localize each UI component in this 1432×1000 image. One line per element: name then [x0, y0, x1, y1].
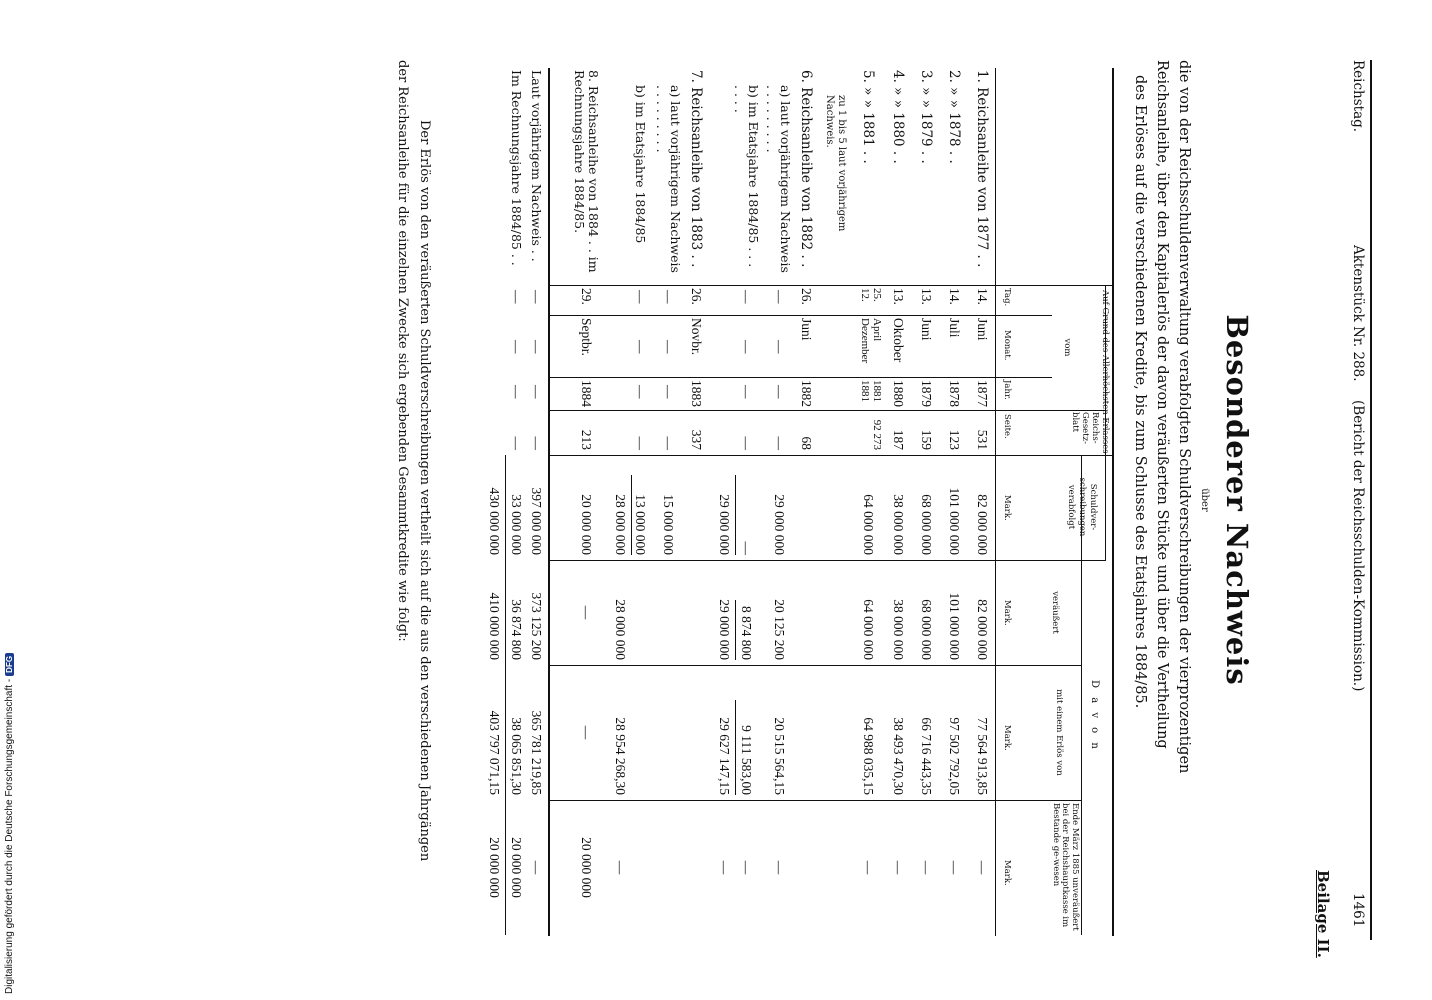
row-monat: Septbr. — [579, 318, 594, 356]
row-seite: — — [772, 436, 787, 450]
row-label: 8. Reichsanleihe von 1884 . . im Rechnungsjahre 1884/85. — [572, 70, 601, 273]
row-verabfolgt: 38 000 000 — [891, 494, 906, 555]
row-verabfolgt: 15 000 000 — [661, 494, 676, 555]
totals-verabfolgt: 33 000 000 — [509, 494, 524, 555]
footnote-line-2: der Reichsanleihe für die einzelnen Zwecke sich ergebenden Gesammtkredite wie folgt: — [395, 60, 410, 642]
row-seite: 337 — [689, 429, 704, 450]
totals-bestand: 20 000 000 — [509, 837, 524, 898]
subtitle-line-1: die von der Reichsschuldenverwaltung verabfolgten Schuldverschreibungen der vierprozentigen — [1176, 60, 1192, 774]
row-jahr: — — [739, 385, 754, 399]
row-monat: April Dezember — [859, 318, 883, 364]
row-veraeussert: 29 000 000 — [717, 599, 732, 660]
totals-tag: — — [529, 290, 544, 304]
col-mark-1: Mark. — [1002, 495, 1012, 521]
grand-total-rule — [505, 455, 506, 935]
totals-erloes: 365 781 219,85 — [529, 710, 544, 795]
col-mark-4: Mark. — [1002, 860, 1012, 886]
row-monat: Oktober — [891, 318, 906, 363]
totals-veraeussert: 373 125 200 — [529, 592, 544, 660]
row-monat: Juni — [799, 318, 814, 341]
row-verabfolgt: 28 000 000 — [613, 494, 628, 555]
col-monat: Monat. — [1002, 330, 1012, 361]
row-seite: 92 273 — [871, 419, 883, 450]
row-label: 5. » » 1881 . . — [860, 70, 876, 164]
row-label: 4. » » 1880 . . — [890, 70, 906, 164]
totals-veraeussert: 410 000 000 — [487, 592, 502, 660]
row-veraeussert: — — [579, 605, 594, 620]
subtotal-rule — [735, 600, 736, 660]
page-title: Besonderer Nachweis — [1220, 314, 1254, 686]
row-label: zu 1 bis 5 laut vorjährigem Nachweis. — [824, 95, 847, 232]
totals-erloes: 38 065 851,30 — [509, 717, 524, 795]
col-seite: Seite. — [1002, 414, 1012, 439]
row-label: 2. » » 1878 . . — [946, 70, 962, 164]
totals-seite: — — [529, 436, 544, 450]
row-verabfolgt: 82 000 000 — [975, 494, 990, 555]
subtotal-rule — [735, 475, 736, 555]
row-jahr: — — [661, 385, 676, 399]
header-bottom-rule — [995, 68, 996, 936]
row-seite: 159 — [919, 429, 934, 450]
row-tag: — — [633, 290, 648, 304]
totals-jahr: — — [509, 385, 524, 399]
row-erloes: 64 988 035,15 — [861, 717, 876, 795]
totals-erloes: 403 797 071,15 — [487, 710, 502, 795]
totals-veraeussert: 36 874 800 — [509, 599, 524, 660]
row-verabfolgt: 68 000 000 — [919, 494, 934, 555]
totals-label: Laut vorjährigem Nachweis . . — [529, 70, 544, 262]
row-seite: 531 — [975, 429, 990, 450]
row-verabfolgt: 101 000 000 — [947, 487, 962, 555]
row-tag: 14. — [947, 288, 962, 305]
row-verabfolgt: 29 000 000 — [772, 494, 787, 555]
row-monat: Juni — [919, 318, 934, 341]
row-tag: 14. — [975, 288, 990, 305]
row-veraeussert: 82 000 000 — [975, 599, 990, 660]
row-bestand: — — [613, 860, 628, 875]
row-jahr: 1884 — [579, 380, 594, 407]
row-monat: Juli — [947, 318, 962, 338]
row-veraeussert: 28 000 000 — [613, 599, 628, 660]
beilage-label: Beilage II. — [1314, 870, 1332, 958]
row-label: 7. Reichsanleihe von 1883 . . — [688, 70, 704, 268]
row-label: 3. » » 1879 . . — [918, 70, 934, 164]
row-seite: 213 — [579, 429, 594, 450]
row-bestand: — — [947, 860, 962, 875]
col-rule-jahr — [550, 377, 1052, 378]
row-veraeussert: 64 000 000 — [861, 599, 876, 660]
row-tag: — — [772, 290, 787, 304]
row-erloes: 97 502 792,05 — [947, 717, 962, 795]
row-jahr: 1879 — [919, 380, 934, 407]
col-bestand: Ende März 1885 unveräußert bei der Reichshauptkasse im Bestande ge-wesen — [1051, 803, 1080, 931]
row-veraeussert: 38 000 000 — [891, 599, 906, 660]
col-rule-monat — [550, 315, 1052, 316]
row-label: b) im Etatsjahre 1884/85 — [633, 85, 648, 244]
totals-monat: — — [529, 340, 544, 354]
row-seite: 187 — [891, 429, 906, 450]
totals-seite: — — [509, 436, 524, 450]
totals-tag: — — [509, 290, 524, 304]
col-davon: D a v o n — [1089, 680, 1100, 752]
row-verabfolgt: 20 000 000 — [579, 494, 594, 555]
totals-jahr: — — [529, 385, 544, 399]
row-verabfolgt: — — [739, 541, 754, 555]
col-veraeussert: veräußert — [1050, 591, 1060, 634]
table-top-rule — [1112, 68, 1114, 936]
totals-label: Im Rechnungsjahre 1884/85 . . — [509, 70, 524, 266]
row-label: a) laut vorjährigem Nachweis . . . . . . . . . — [654, 85, 683, 273]
row-tag: 13. — [891, 288, 906, 305]
row-verabfolgt: 29 000 000 — [717, 494, 732, 555]
row-veraeussert: 8 874 800 — [739, 606, 754, 660]
row-monat: — — [739, 340, 754, 354]
row-erloes: 77 564 913,85 — [975, 717, 990, 795]
row-tag: — — [661, 290, 676, 304]
page-number: 1461 — [1350, 893, 1366, 928]
row-label: b) im Etatsjahre 1884/85 . . . . . . . — [732, 85, 761, 268]
row-bestand: — — [739, 860, 754, 875]
row-verabfolgt: 13 000 000 — [633, 494, 648, 555]
col-erloes: mit einem Erlös von — [1054, 689, 1064, 776]
col-mark-2: Mark. — [1002, 600, 1012, 626]
row-veraeussert: 20 125 200 — [772, 599, 787, 660]
row-bestand: — — [975, 860, 990, 875]
row-bestand: — — [891, 860, 906, 875]
col-rule-bestand — [550, 800, 1082, 801]
row-veraeussert: 101 000 000 — [947, 592, 962, 660]
row-jahr: 1883 — [689, 380, 704, 407]
row-monat: — — [661, 340, 676, 354]
row-jahr: 1882 — [799, 380, 814, 407]
row-tag: 25. 12. — [859, 288, 883, 302]
row-bestand: — — [861, 860, 876, 875]
credit-text: Digitalisierung gefördert durch die Deutsche Forschungsgemeinschaft - — [4, 678, 15, 994]
row-jahr: — — [633, 385, 648, 399]
row-label: 6. Reichsanleihe von 1882 . . — [798, 70, 814, 268]
digitization-credit — [4, 0, 22, 1000]
row-seite: — — [633, 436, 648, 450]
totals-monat: — — [509, 340, 524, 354]
row-erloes: 66 716 443,35 — [919, 717, 934, 795]
row-tag: 29. — [579, 288, 594, 305]
totals-bestand: — — [529, 860, 544, 875]
col-schuld: Schuldver-schreibungen verabfolgt — [1066, 477, 1098, 537]
row-tag: 13. — [919, 288, 934, 305]
col-rule-erloes — [550, 665, 1082, 666]
row-jahr: — — [772, 385, 787, 399]
row-bestand: 20 000 000 — [579, 837, 594, 898]
totals-verabfolgt: 430 000 000 — [487, 487, 502, 555]
col-rule-tag — [550, 285, 1114, 286]
row-verabfolgt: 64 000 000 — [861, 494, 876, 555]
col-group-header: Auf Grund des Allerhöchsten Erlasses — [1100, 290, 1110, 454]
row-seite: — — [739, 436, 754, 450]
row-seite: — — [661, 436, 676, 450]
totals-bestand: 20 000 000 — [487, 837, 502, 898]
col-rule-veraeussert — [550, 560, 1106, 561]
row-erloes: 9 111 583,00 — [739, 725, 754, 795]
row-label: 1. Reichsanleihe von 1877 . . — [974, 70, 990, 268]
header-rule — [1370, 60, 1372, 940]
row-seite: 123 — [947, 429, 962, 450]
row-tag: 26. — [689, 288, 704, 305]
col-tag: Tag. — [1002, 288, 1012, 307]
row-jahr: 1878 — [947, 380, 962, 407]
row-erloes: 38 493 470,30 — [891, 717, 906, 795]
row-erloes: — — [579, 725, 594, 740]
row-monat: Juni — [975, 318, 990, 341]
row-seite: 68 — [799, 436, 814, 450]
row-jahr: 1877 — [975, 380, 990, 407]
header-middle: Aktenstück Nr. 288. — [1350, 245, 1366, 382]
header-right: (Bericht der Reichsschulden-Kommission.) — [1350, 400, 1366, 692]
header-left: Reichstag. — [1350, 60, 1366, 133]
col-mark-3: Mark. — [1002, 725, 1012, 751]
row-tag: — — [739, 290, 754, 304]
subtitle-line-3: des Erlöses auf die verschiedenen Kredite, bis zum Schlusse des Etatsjahres 1884/85. — [1132, 75, 1148, 709]
row-monat: Novbr. — [689, 318, 704, 356]
row-label: a) laut vorjährigem Nachweis . . . . . . . . . — [764, 85, 793, 273]
table-bottom-rule — [548, 68, 550, 936]
row-monat: — — [772, 340, 787, 354]
row-erloes: 28 954 268,30 — [613, 717, 628, 795]
col-rgbl: Reichs-Gesetz-blatt — [1070, 412, 1100, 444]
row-tag: 26. — [799, 288, 814, 305]
row-monat: — — [633, 340, 648, 354]
row-jahr: 1881 1881 — [859, 380, 883, 402]
dfg-logo: DFG — [5, 653, 14, 676]
subtotal-rule — [631, 475, 632, 555]
footnote-line-1: Der Erlös von den veräußerten Schuldverschreibungen vertheilt sich auf die aus den verschiedenen Jahrgängen — [417, 120, 432, 862]
row-erloes: 29 627 147,15 — [717, 717, 732, 795]
row-jahr: 1880 — [891, 380, 906, 407]
subtitle-line-2: Reichsanleihe, über den Kapitalerlös der davon veräußerten Stücke und über die Vertheilung — [1154, 60, 1170, 749]
row-veraeussert: 68 000 000 — [919, 599, 934, 660]
row-erloes: 20 515 564,15 — [772, 717, 787, 795]
col-vom: vom — [1062, 338, 1072, 357]
row-bestand: — — [919, 860, 934, 875]
totals-verabfolgt: 397 000 000 — [529, 487, 544, 555]
title-ueber: über — [1199, 488, 1210, 512]
subtotal-rule — [735, 700, 736, 795]
row-bestand: — — [717, 860, 732, 875]
row-bestand: — — [772, 860, 787, 875]
col-jahr: Jahr. — [1002, 380, 1012, 400]
